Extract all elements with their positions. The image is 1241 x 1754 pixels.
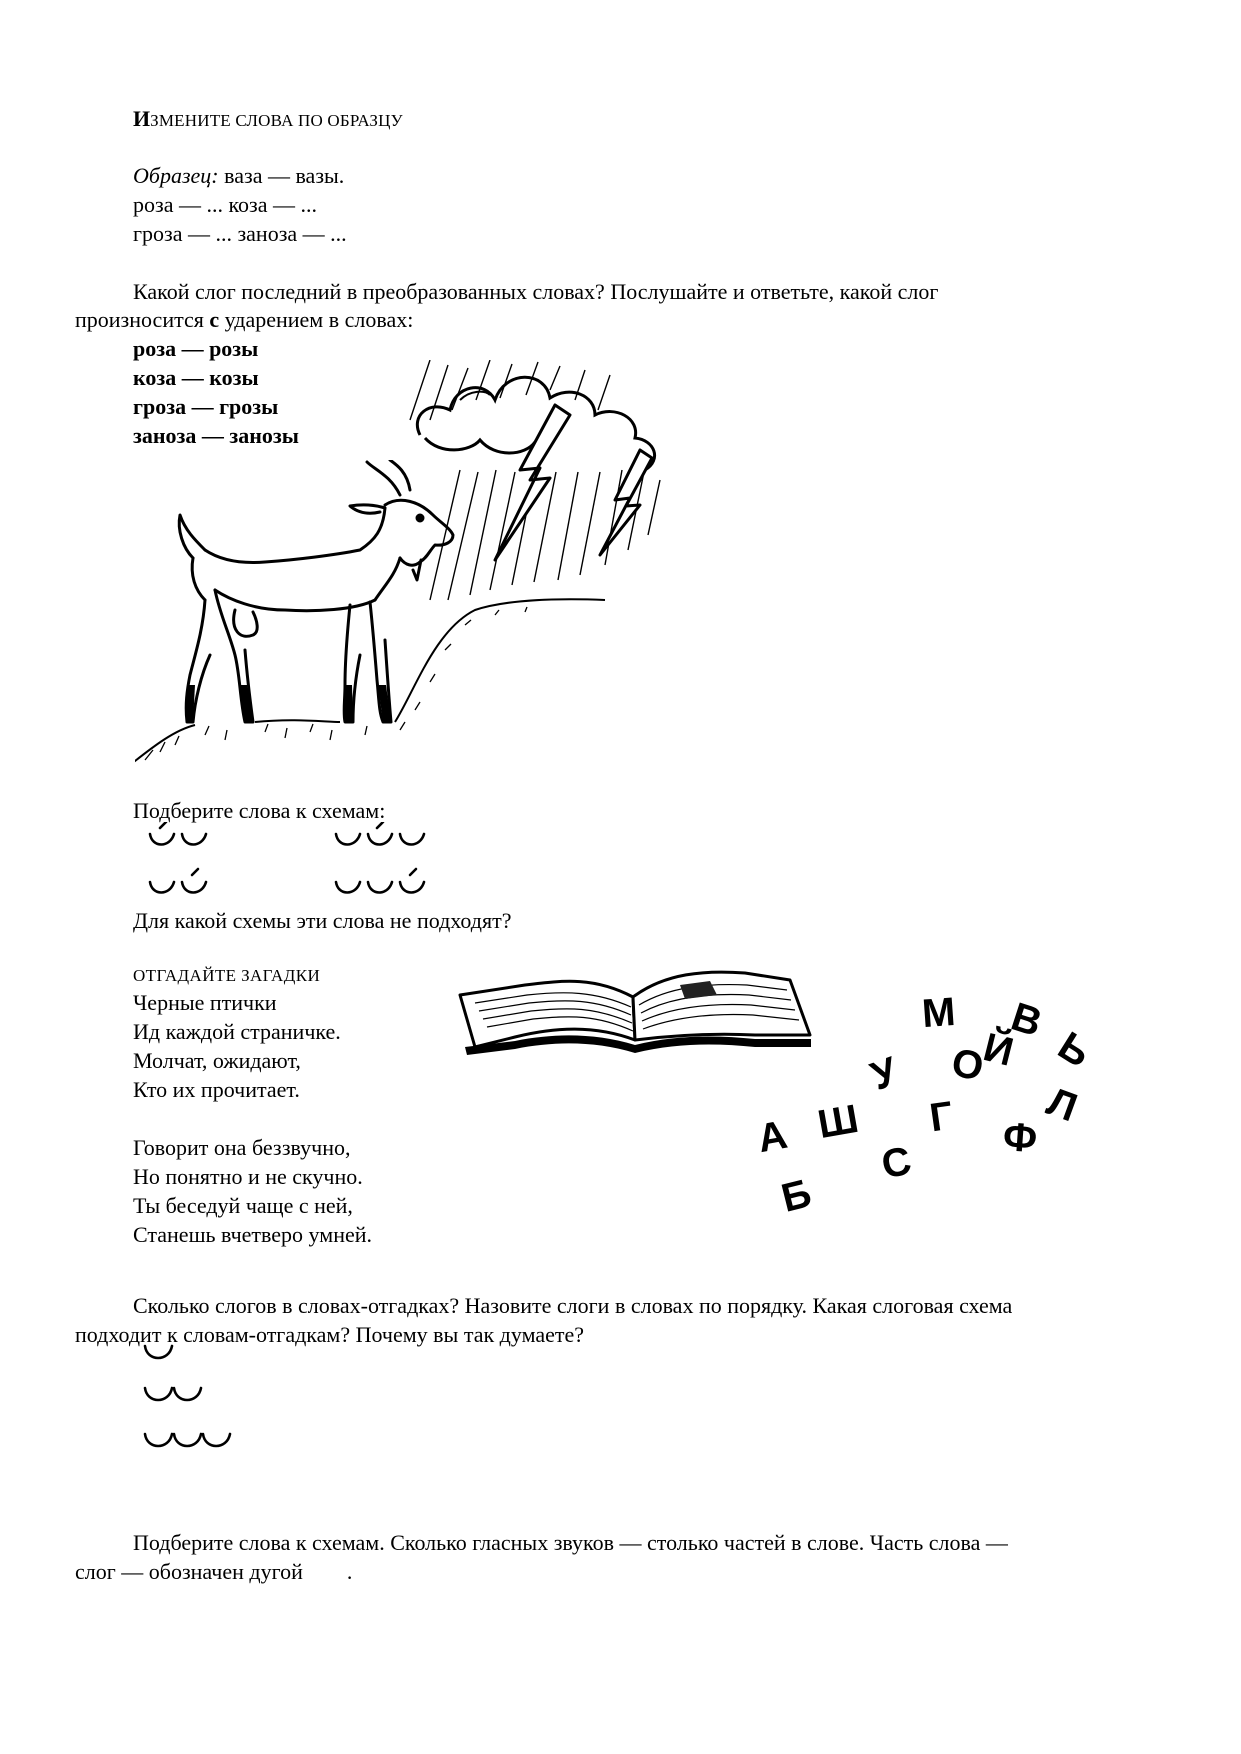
question1-line2: произносится с ударением в словах:: [75, 307, 414, 332]
letter-sh: Ш: [814, 1096, 862, 1148]
riddles-title: ОТГАДАЙТЕ ЗАГАДКИ: [133, 966, 321, 985]
word-pair: роза — розы: [133, 336, 259, 361]
letter-a: А: [754, 1112, 791, 1162]
riddle1-line: Черные птички: [133, 990, 277, 1015]
riddle2-line: Станешь вчетверо умней.: [133, 1222, 373, 1247]
letter-g: Г: [927, 1093, 956, 1141]
letter-v: В: [1005, 994, 1047, 1046]
exercise-line-2: гроза — ... заноза — ...: [133, 221, 347, 246]
letter-short-i: Й: [979, 1025, 1018, 1075]
schemes-question: Для какой схемы эти слова не подходят?: [133, 908, 512, 933]
letter-s: С: [877, 1138, 916, 1188]
schemes-title: Подберите слова к схемам:: [133, 798, 386, 823]
syllable-scheme-stress-second-of-two: [148, 866, 210, 900]
syllable-scheme-stress-middle-of-three: [334, 822, 426, 856]
word-pair: коза — козы: [133, 365, 259, 390]
question1-line1: Какой слог последний в преобразованных словах? Послушайте и ответьте, какой слог: [133, 279, 939, 304]
letter-u: У: [865, 1049, 904, 1099]
example-text: ваза — вазы.: [224, 163, 345, 188]
letter-soft-sign: Ь: [1050, 1023, 1099, 1077]
word-pair: заноза — занозы: [133, 423, 299, 448]
syllable-scheme-two-arcs: [142, 1384, 204, 1408]
letter-l: Л: [1041, 1079, 1083, 1131]
word-pair: гроза — грозы: [133, 394, 279, 419]
letter-f: Ф: [1001, 1114, 1039, 1162]
riddle2-line: Но понятно и не скучно.: [133, 1164, 363, 1189]
final-task-line1: Подберите слова к схемам. Сколько гласных звуков — столько частей в слове. Часть слова —: [133, 1530, 1008, 1555]
example-label: Образец:: [133, 163, 219, 188]
letter-m: М: [920, 989, 957, 1037]
question2-line1: Сколько слогов в словах-отгадках? Назовите слоги в словах по порядку. Какая слоговая схема: [133, 1293, 1013, 1318]
syllable-scheme-stress-last-of-three: [334, 866, 426, 900]
riddle1-line: Молчат, ожидают,: [133, 1048, 301, 1073]
syllable-scheme-stress-first-of-two: [148, 822, 210, 856]
goat-illustration: [135, 460, 615, 770]
riddle1-line: Ид каждой страничке.: [133, 1019, 341, 1044]
riddle1-line: Кто их прочитает.: [133, 1077, 300, 1102]
exercise-line-1: роза — ... коза — ...: [133, 192, 317, 217]
riddle2-line: Говорит она беззвучно,: [133, 1135, 351, 1160]
open-book-illustration: [455, 955, 815, 1055]
example-line: [133, 161, 344, 190]
riddle2-line: Ты беседуй чаще с ней,: [133, 1193, 353, 1218]
syllable-scheme-one-arc: [142, 1342, 176, 1366]
question2-line2: подходит к словам-отгадкам? Почему вы так думаете?: [75, 1322, 585, 1347]
letter-b: Б: [777, 1171, 816, 1221]
letter-o: О: [948, 1040, 987, 1090]
final-task-line2: слог — обозначен дугой .: [75, 1559, 353, 1584]
syllable-scheme-three-arcs: [142, 1430, 234, 1454]
section-title: ИЗМЕНИТЕ СЛОВА ПО ОБРАЗЦУ: [133, 106, 403, 131]
